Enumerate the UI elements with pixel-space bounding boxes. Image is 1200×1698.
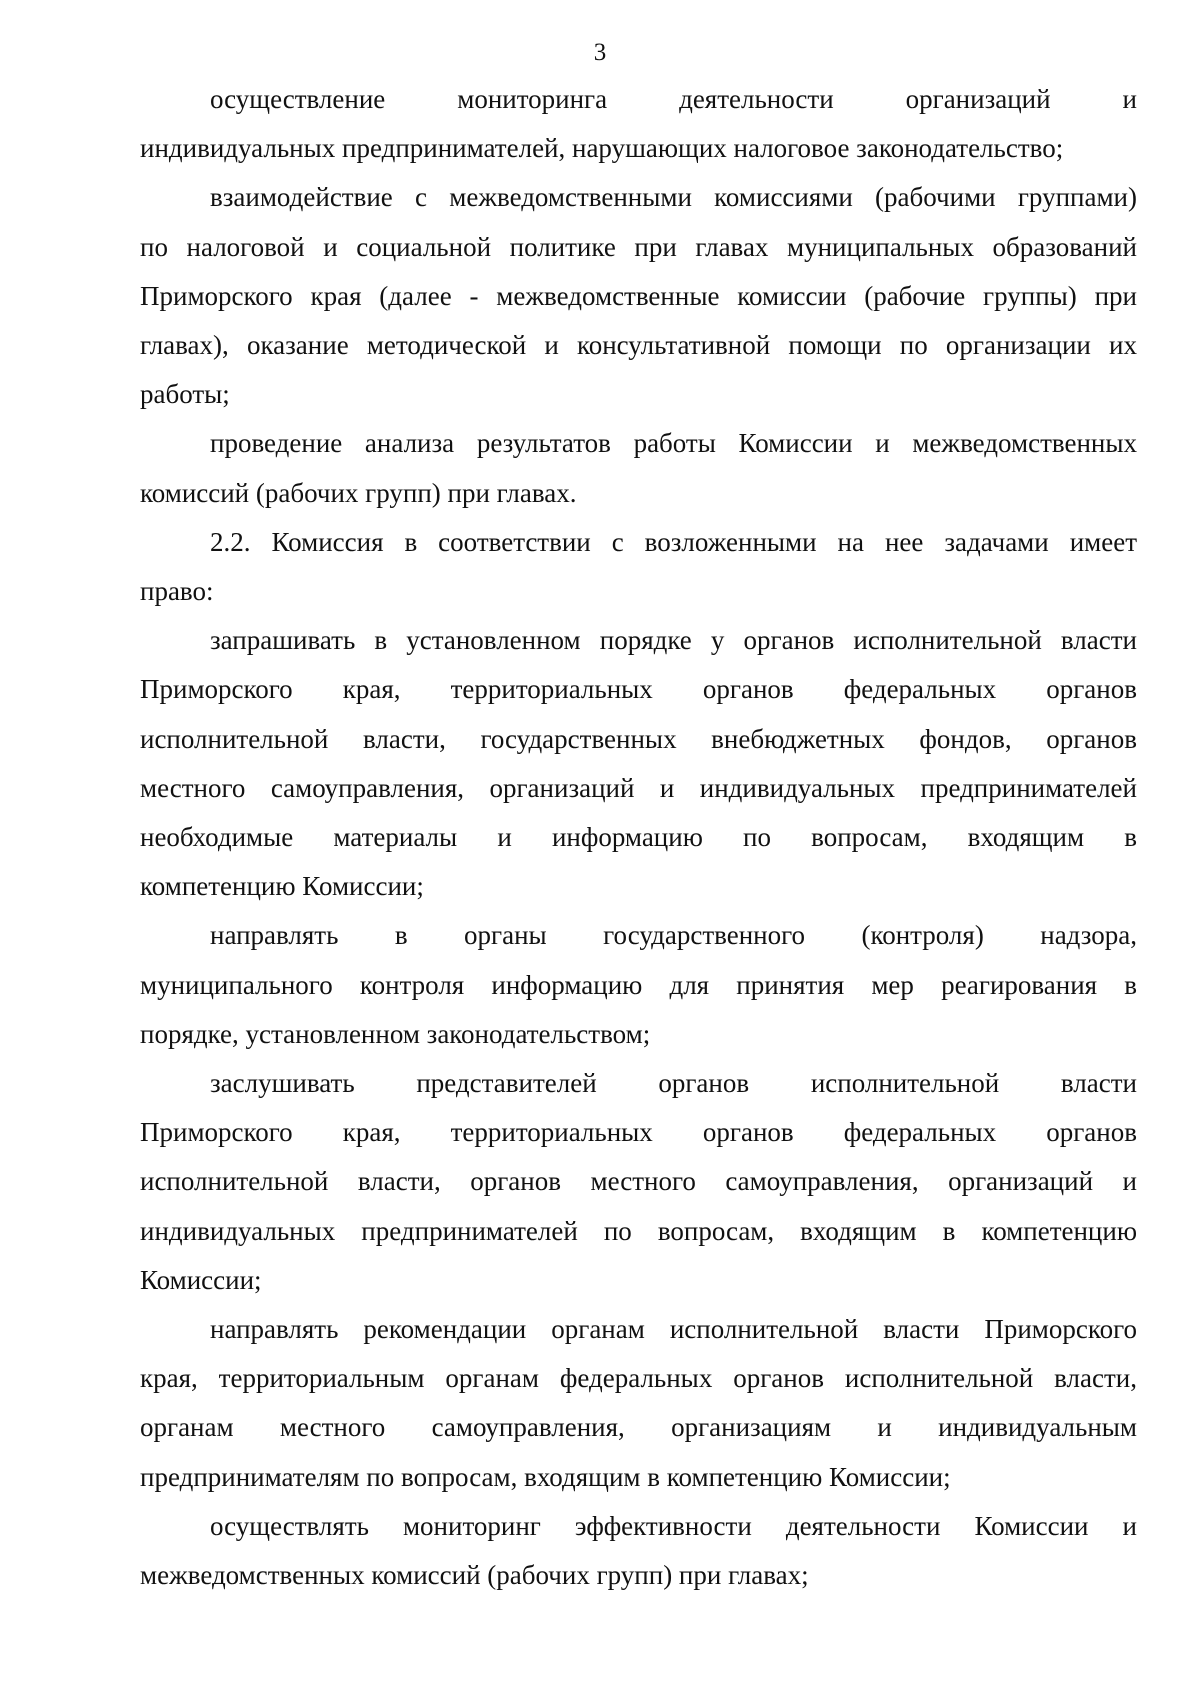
text-line: предпринимателям по вопросам, входящим в компетенцию Комиссии; bbox=[140, 1461, 951, 1492]
text-line: осуществлять мониторинг эффективности деятельности Комиссии и bbox=[210, 1510, 1137, 1541]
paragraph bbox=[140, 1502, 1137, 1600]
text-line: муниципального контроля информацию для принятия мер реагирования в bbox=[140, 969, 1137, 1000]
paragraph bbox=[140, 911, 1137, 1059]
text-line: осуществление мониторинга деятельности организаций и bbox=[210, 84, 1137, 114]
page-number: 3 bbox=[593, 39, 607, 66]
paragraph bbox=[140, 616, 1137, 911]
text-line: запрашивать в установленном порядке у органов исполнительной власти bbox=[210, 625, 1137, 656]
text-line: по налоговой и социальной политике при главах муниципальных образований bbox=[140, 231, 1137, 262]
text-line: компетенцию Комиссии; bbox=[140, 871, 424, 902]
text-line: главах), оказание методической и консультативной помощи по организации их bbox=[140, 330, 1137, 361]
text-line: право: bbox=[140, 576, 214, 607]
text-line: комиссий (рабочих групп) при главах. bbox=[140, 477, 577, 508]
text-line: направлять рекомендации органам исполнительной власти Приморского bbox=[210, 1314, 1137, 1345]
text-line: местного самоуправления, организаций и индивидуальных предпринимателей bbox=[140, 772, 1137, 803]
text-line: взаимодействие с межведомственными комиссиями (рабочими группами) bbox=[210, 182, 1137, 213]
text-line: работы; bbox=[140, 379, 230, 410]
text-line: межведомственных комиссий (рабочих групп) при главах; bbox=[140, 1560, 809, 1591]
paragraph bbox=[140, 173, 1137, 419]
text-line: индивидуальных предпринимателей по вопросам, входящим в компетенцию bbox=[140, 1215, 1137, 1246]
text-line: 2.2. Комиссия в соответствии с возложенными на нее задачами имеет bbox=[210, 526, 1137, 557]
text-line: исполнительной власти, органов местного самоуправления, организаций и bbox=[140, 1166, 1137, 1197]
paragraph bbox=[140, 518, 1137, 616]
text-line: заслушивать представителей органов исполнительной власти bbox=[210, 1068, 1137, 1099]
text-line: направлять в органы государственного (контроля) надзора, bbox=[210, 920, 1137, 951]
text-line: исполнительной власти, государственных внебюджетных фондов, органов bbox=[140, 723, 1137, 754]
paragraph bbox=[140, 419, 1137, 517]
text-line: необходимые материалы и информацию по вопросам, входящим в bbox=[140, 822, 1137, 853]
text-line: Комиссии; bbox=[140, 1264, 262, 1295]
document-body bbox=[140, 75, 1137, 1600]
text-line: индивидуальных предпринимателей, нарушающих налоговое законодательство; bbox=[140, 133, 1064, 164]
text-line: Приморского края, территориальных органов федеральных органов bbox=[140, 674, 1137, 705]
text-line: органам местного самоуправления, организациям и индивидуальным bbox=[140, 1412, 1137, 1443]
paragraph bbox=[140, 75, 1137, 173]
text-line: края, территориальным органам федеральных органов исполнительной власти, bbox=[140, 1363, 1137, 1394]
text-line: проведение анализа результатов работы Комиссии и межведомственных bbox=[210, 428, 1137, 459]
text-line: порядке, установленном законодательством; bbox=[140, 1018, 651, 1049]
paragraph bbox=[140, 1305, 1137, 1502]
text-line: Приморского края, территориальных органов федеральных органов bbox=[140, 1117, 1137, 1148]
text-line: Приморского края (далее - межведомственные комиссии (рабочие группы) при bbox=[140, 280, 1137, 311]
paragraph bbox=[140, 1059, 1137, 1305]
